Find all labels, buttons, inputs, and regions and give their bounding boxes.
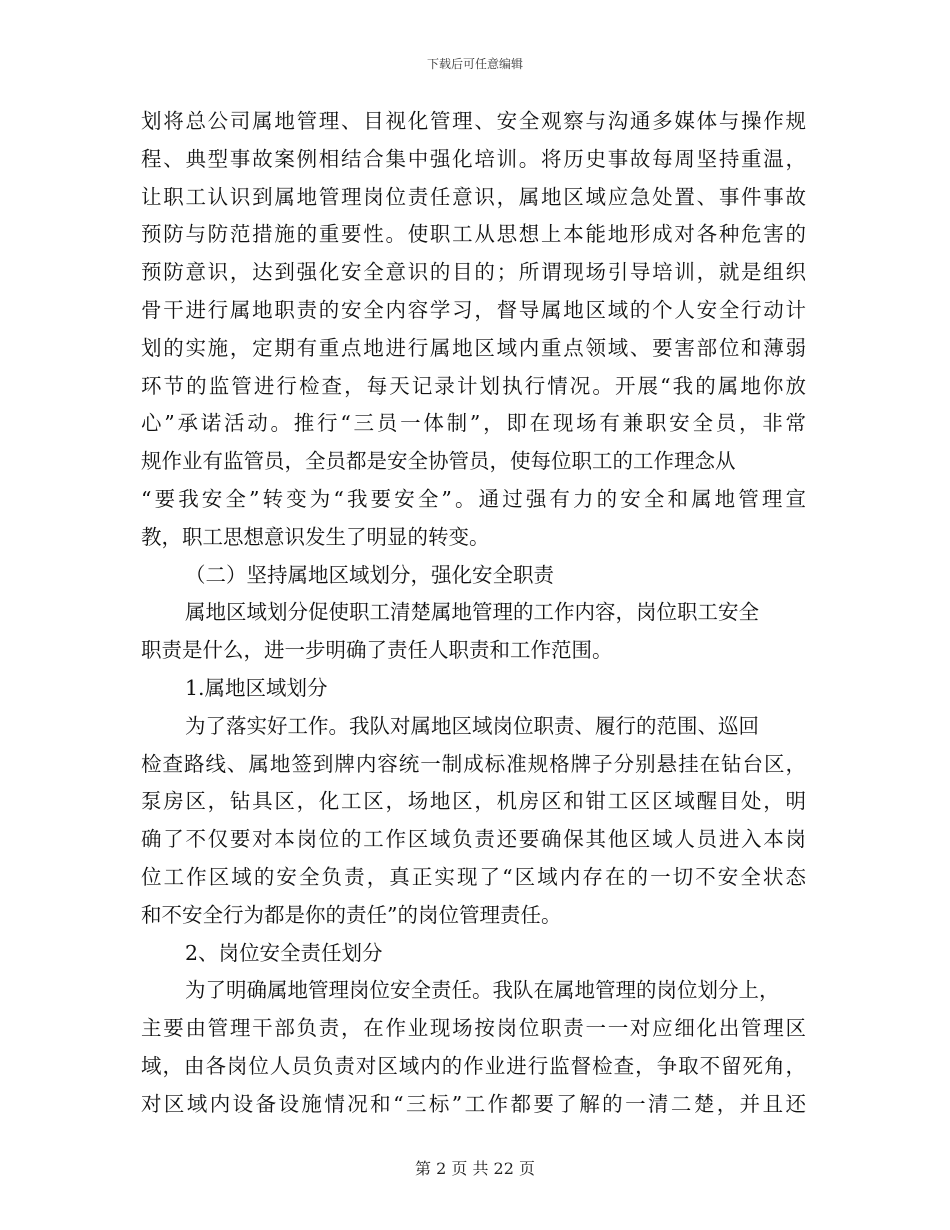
body-text-line: 对区域内设备设施情况和“三标”工作都要了解的一清二楚，并且还 xyxy=(141,1091,806,1116)
body-text-line: 划将总公司属地管理、目视化管理、安全观察与沟通多媒体与操作规 xyxy=(141,109,806,133)
body-text-line: 骨干进行属地职责的安全内容学习，督导属地区域的个人安全行动计 xyxy=(141,297,806,322)
body-text-line: 划的实施，定期有重点地进行属地区域内重点领域、要害部位和薄弱 xyxy=(141,335,806,360)
body-text-line: 2、岗位安全责任划分 xyxy=(185,940,383,965)
body-text-line: 预防与防范措施的重要性。使职工从思想上本能地形成对各种危害的 xyxy=(141,222,806,247)
body-text-line: 检查路线、属地签到牌内容统一制成标准规格牌子分别悬挂在钻台区， xyxy=(141,751,806,776)
page-number-footer: 第 2 页 共 22 页 xyxy=(415,1159,535,1178)
body-text-line: 规作业有监管员，全员都是安全协管员，使每位职工的工作理念从 xyxy=(141,449,736,474)
body-text-line: 确了不仅要对本岗位的工作区域负责还要确保其他区域人员进入本岗 xyxy=(141,827,806,852)
body-text-line: “要我安全”转变为“我要安全”。通过强有力的安全和属地管理宣 xyxy=(141,486,806,511)
body-text-line: 心”承诺活动。推行“三员一体制”，即在现场有兼职安全员，非常 xyxy=(141,411,806,436)
body-text-line: 泵房区，钻具区，化工区，场地区，机房区和钳工区区域醒目处，明 xyxy=(141,789,806,814)
body-text-line: 主要由管理干部负责，在作业现场按岗位职责一一对应细化出管理区 xyxy=(141,1016,806,1041)
body-text-line: 和不安全行为都是你的责任”的岗位管理责任。 xyxy=(141,902,562,927)
body-text-line: 让职工认识到属地管理岗位责任意识，属地区域应急处置、事件事故 xyxy=(141,184,806,209)
body-text-line: 环节的监管进行检查，每天记录计划执行情况。开展“我的属地你放 xyxy=(141,373,806,398)
page-header-note: 下载后可任意编辑 xyxy=(426,57,523,71)
body-text-line: 预防意识，达到强化安全意识的目的；所谓现场引导培训，就是组织 xyxy=(141,260,806,285)
body-text-line: 属地区域划分促使职工清楚属地管理的工作内容，岗位职工安全 xyxy=(185,600,759,625)
body-text-line: 职责是什么，进一步明确了责任人职责和工作范围。 xyxy=(141,638,613,663)
body-text-line: 域，由各岗位人员负责对区域内的作业进行监督检查，争取不留死角， xyxy=(141,1053,806,1078)
body-text-line: 为了明确属地管理岗位安全责任。我队在属地管理的岗位划分上， xyxy=(185,978,780,1003)
body-text-line: （二）坚持属地区域划分，强化安全职责 xyxy=(185,562,554,587)
body-text-line: 1.属地区域划分 xyxy=(185,675,328,700)
body-text-line: 程、典型事故案例相结合集中强化培训。将历史事故每周坚持重温， xyxy=(141,146,806,171)
body-text-line: 位工作区域的安全负责，真正实现了“区域内存在的一切不安全状态 xyxy=(141,864,806,889)
body-text-line: 教，职工思想意识发生了明显的转变。 xyxy=(141,524,490,549)
document-body xyxy=(141,103,806,1124)
body-text-line: 为了落实好工作。我队对属地区域岗位职责、履行的范围、巡回 xyxy=(185,713,759,738)
